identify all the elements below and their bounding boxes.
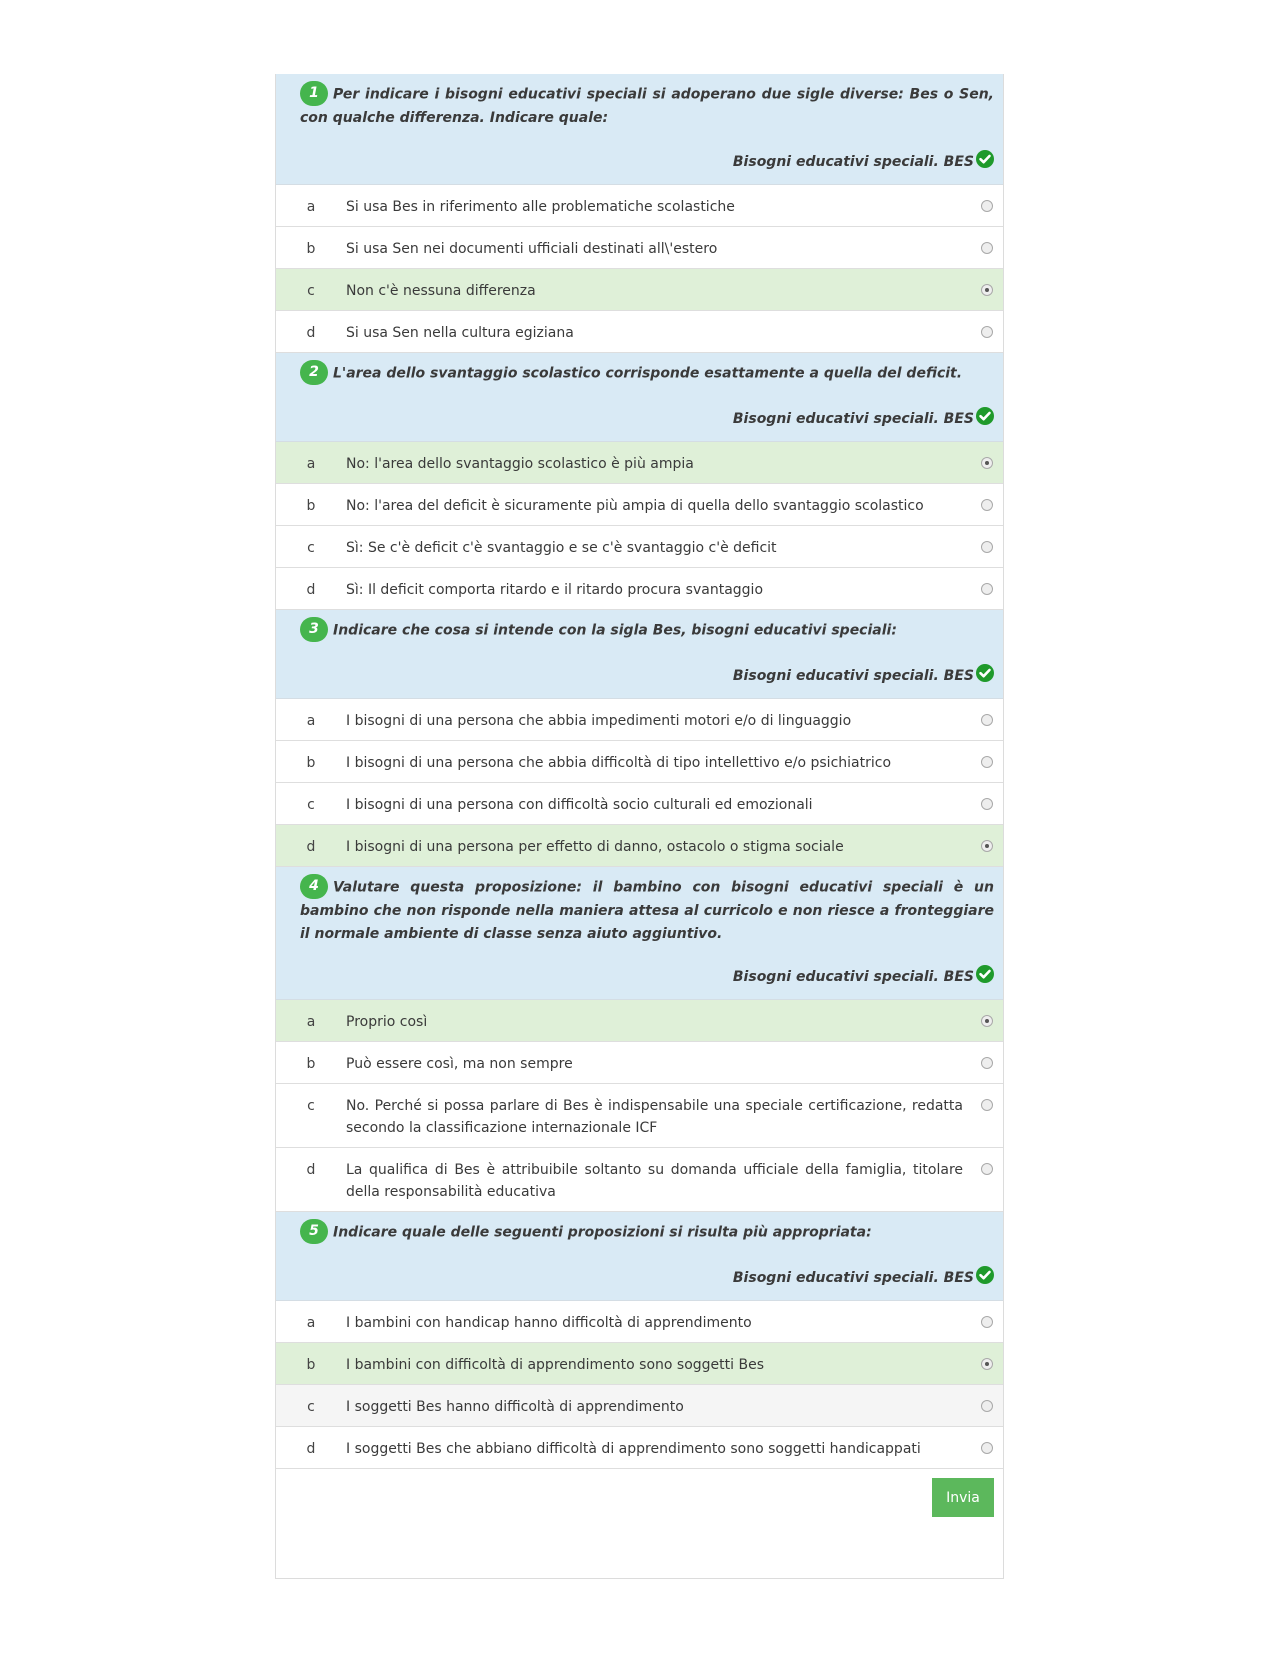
question-text-wrapper	[300, 1220, 994, 1245]
radio-button[interactable]	[981, 200, 993, 212]
option-text: I bisogni di una persona che abbia impedimenti motori e/o di linguaggio	[346, 713, 852, 729]
question-text: Indicare quale delle seguenti proposizioni si risulta più appropriata:	[333, 1224, 872, 1241]
answer-option[interactable]	[276, 741, 1003, 783]
option-letter: b	[306, 498, 316, 514]
answer-option[interactable]	[276, 1042, 1003, 1084]
answer-option-selected[interactable]	[276, 442, 1003, 484]
answer-option[interactable]	[276, 1301, 1003, 1343]
answer-option[interactable]	[276, 1427, 1003, 1469]
option-text: No. Perché si possa parlare di Bes è indispensabile una speciale certificazione, redatta secondo la classificazione internazionale ICF	[346, 1098, 963, 1136]
question-number-badge: 5	[300, 1219, 328, 1244]
option-letter: c	[307, 797, 315, 813]
answer-option[interactable]	[276, 185, 1003, 227]
radio-button[interactable]	[981, 326, 993, 338]
answer-option[interactable]	[276, 1148, 1003, 1212]
option-letter: b	[306, 1357, 316, 1373]
option-text: No: l'area dello svantaggio scolastico è più ampia	[346, 456, 694, 472]
option-text: I bisogni di una persona che abbia difficoltà di tipo intellettivo e/o psichiatrico	[346, 755, 892, 771]
radio-button[interactable]	[981, 242, 993, 254]
question-text: Per indicare i bisogni educativi speciali si adoperano due sigle diverse: Bes o Sen, con qualche differenza. Indicare quale:	[300, 86, 994, 126]
question-number-badge: 4	[300, 874, 328, 899]
radio-button-checked[interactable]	[981, 840, 993, 852]
option-text: Si usa Bes in riferimento alle problematiche scolastiche	[346, 199, 735, 215]
option-text: I bisogni di una persona per effetto di danno, ostacolo o stigma sociale	[346, 839, 844, 855]
topic-label: Bisogni educativi speciali. BES	[732, 154, 974, 170]
option-letter: d	[306, 582, 316, 598]
radio-button[interactable]	[981, 583, 993, 595]
radio-button[interactable]	[981, 714, 993, 726]
option-text: Sì: Il deficit comporta ritardo e il ritardo procura svantaggio	[346, 582, 764, 598]
option-letter: c	[307, 283, 315, 299]
option-letter: a	[306, 199, 316, 215]
radio-button-checked[interactable]	[981, 1015, 993, 1027]
question-block	[276, 353, 1003, 610]
question-topic	[733, 666, 994, 686]
quiz-panel	[275, 74, 1004, 1579]
radio-button[interactable]	[981, 756, 993, 768]
answer-option[interactable]	[276, 526, 1003, 568]
question-header	[276, 867, 1003, 1000]
question-header	[276, 353, 1003, 442]
option-letter: c	[307, 1098, 315, 1114]
option-letter: c	[307, 540, 315, 556]
question-number-badge: 3	[300, 617, 328, 642]
option-text: Sì: Se c'è deficit c'è svantaggio e se c'è svantaggio c'è deficit	[346, 540, 777, 556]
answer-option[interactable]	[276, 783, 1003, 825]
question-number-badge: 1	[300, 81, 328, 106]
question-header	[276, 1212, 1003, 1301]
question-topic	[733, 1268, 994, 1288]
question-block	[276, 74, 1003, 353]
radio-button[interactable]	[981, 1099, 993, 1111]
radio-button[interactable]	[981, 499, 993, 511]
answer-option[interactable]	[276, 699, 1003, 741]
option-letter: d	[306, 839, 316, 855]
option-letter: d	[306, 1441, 316, 1457]
radio-button[interactable]	[981, 541, 993, 553]
question-topic	[733, 152, 994, 172]
option-text: I soggetti Bes che abbiano difficoltà di apprendimento sono soggetti handicappati	[346, 1441, 921, 1457]
submit-button[interactable]: Invia	[932, 1478, 994, 1517]
radio-button[interactable]	[981, 1163, 993, 1175]
option-text: I bambini con handicap hanno difficoltà di apprendimento	[346, 1315, 752, 1331]
radio-button[interactable]	[981, 1400, 993, 1412]
option-letter: d	[306, 325, 316, 341]
option-letter: a	[306, 456, 316, 472]
question-block	[276, 867, 1003, 1212]
question-header	[276, 610, 1003, 699]
radio-button[interactable]	[981, 798, 993, 810]
question-text: Valutare questa proposizione: il bambino con bisogni educativi speciali è un bambino che non risponde nella maniera attesa al curricolo e non riesce a fronteggiare il normale ambiente di classe senza aiuto aggiuntivo.	[300, 879, 994, 942]
radio-button[interactable]	[981, 1316, 993, 1328]
option-letter: c	[307, 1399, 315, 1415]
option-text: La qualifica di Bes è attribuibile soltanto su domanda ufficiale della famiglia, titolare della responsabilità educativa	[346, 1162, 963, 1200]
question-text: Indicare che cosa si intende con la sigla Bes, bisogni educativi speciali:	[333, 622, 897, 639]
option-letter: b	[306, 241, 316, 257]
question-header	[276, 74, 1003, 185]
question-text-wrapper	[300, 361, 994, 386]
question-text-wrapper	[300, 82, 994, 130]
answer-option-selected[interactable]	[276, 1343, 1003, 1385]
question-text-wrapper	[300, 875, 994, 946]
option-text: Non c'è nessuna differenza	[346, 283, 536, 299]
option-letter: b	[306, 755, 316, 771]
radio-button[interactable]	[981, 1442, 993, 1454]
topic-label: Bisogni educativi speciali. BES	[732, 969, 974, 985]
option-text: Si usa Sen nei documenti ufficiali destinati all\'estero	[346, 241, 718, 257]
answer-option[interactable]	[276, 1084, 1003, 1148]
answer-option-selected[interactable]	[276, 269, 1003, 311]
option-letter: b	[306, 1056, 316, 1072]
check-icon	[976, 664, 994, 682]
option-text: Proprio così	[346, 1014, 428, 1030]
question-block	[276, 1212, 1003, 1469]
submit-row	[276, 1469, 1003, 1529]
check-icon	[976, 407, 994, 425]
radio-button-checked[interactable]	[981, 284, 993, 296]
option-text: Si usa Sen nella cultura egiziana	[346, 325, 574, 341]
answer-option-selected[interactable]	[276, 1000, 1003, 1042]
radio-button-checked[interactable]	[981, 1358, 993, 1370]
option-letter: a	[306, 713, 316, 729]
option-text: No: l'area del deficit è sicuramente più ampia di quella dello svantaggio scolastico	[346, 498, 924, 514]
answer-option[interactable]	[276, 1385, 1003, 1427]
answer-option[interactable]	[276, 484, 1003, 526]
check-icon	[976, 150, 994, 168]
option-letter: d	[306, 1162, 316, 1178]
answer-option[interactable]	[276, 311, 1003, 353]
question-topic	[733, 967, 994, 987]
check-icon	[976, 965, 994, 983]
topic-label: Bisogni educativi speciali. BES	[732, 668, 974, 684]
question-block	[276, 610, 1003, 867]
answer-option[interactable]	[276, 568, 1003, 610]
option-text: I soggetti Bes hanno difficoltà di apprendimento	[346, 1399, 684, 1415]
radio-button[interactable]	[981, 1057, 993, 1069]
question-text: L'area dello svantaggio scolastico corrisponde esattamente a quella del deficit.	[333, 365, 963, 382]
check-icon	[976, 1266, 994, 1284]
option-text: Può essere così, ma non sempre	[346, 1056, 573, 1072]
question-text-wrapper	[300, 618, 994, 643]
question-topic	[733, 409, 994, 429]
topic-label: Bisogni educativi speciali. BES	[732, 1270, 974, 1286]
option-letter: a	[306, 1014, 316, 1030]
option-text: I bambini con difficoltà di apprendimento sono soggetti Bes	[346, 1357, 764, 1373]
question-number-badge: 2	[300, 360, 328, 385]
answer-option[interactable]	[276, 227, 1003, 269]
option-text: I bisogni di una persona con difficoltà socio culturali ed emozionali	[346, 797, 813, 813]
radio-button-checked[interactable]	[981, 457, 993, 469]
answer-option-selected[interactable]	[276, 825, 1003, 867]
option-letter: a	[306, 1315, 316, 1331]
topic-label: Bisogni educativi speciali. BES	[732, 411, 974, 427]
